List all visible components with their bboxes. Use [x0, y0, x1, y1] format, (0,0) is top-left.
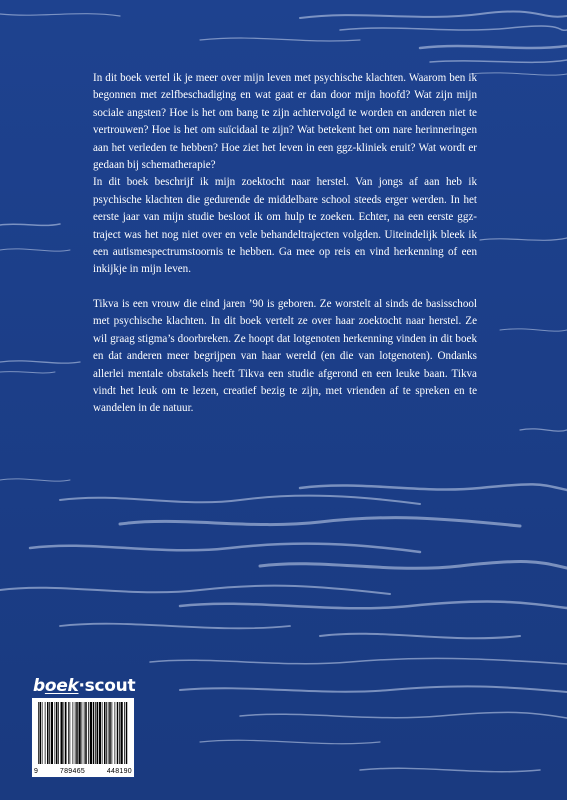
barcode-bar	[93, 702, 95, 764]
barcode-bar	[73, 702, 74, 764]
barcode-bar	[68, 702, 69, 764]
barcode-bar	[65, 702, 67, 764]
barcode-bar	[42, 702, 43, 764]
barcode-bar	[70, 702, 71, 764]
blurb-paragraph-intro: In dit boek vertel ik je meer over mijn leven met psychische klachten. Waarom ben ik begonnen met zelfbeschadiging en wat gaat er dan door mijn hoofd? Wat zijn mijn sociale angsten? Hoe is het om bang te zijn achtervolgd te worden en anderen niet te vertrouwen? Hoe is het om suïcidaal te zijn? Wat betekent het om nare herinneringen aan het verleden te hebben? Hoe ziet het leven in een ggz-kliniek eruit? Wat wordt er gedaan bij schematherapie?	[93, 72, 477, 172]
barcode-bar	[49, 702, 50, 764]
barcode-bar	[38, 702, 39, 764]
barcode-group-right: 448190	[106, 768, 132, 775]
barcode-bar	[88, 702, 89, 764]
barcode-bar	[104, 702, 106, 764]
barcode-bar	[108, 702, 109, 764]
barcode-bar	[102, 702, 103, 764]
barcode-bar	[61, 702, 63, 764]
barcode-bar	[115, 702, 116, 764]
author-bio: Tikva is een vrouw die eind jaren ’90 is geboren. Ze worstelt al sinds de basisschool met psychische klachten. In dit boek vertelt ze over haar zoektocht naar herstel. Ze wil graag stigma’s doorbreken. Ze hoopt dat lotgenoten herkenning vinden in dit boek en dat anderen meer begrijpen van haar wereld (en die van lotgenoten). Ondanks allerlei mentale obstakels heeft Tikva een studie afgerond en een leuke baan. Tikva vindt het leuk om te lezen, creatief bezig te zijn, met vrienden af te spreken en te wandelen in de natuur.	[93, 297, 477, 415]
publisher-logo-dot: ·	[78, 676, 85, 696]
barcode-bar	[99, 702, 101, 764]
barcode-bar	[55, 702, 56, 764]
barcode-bar	[64, 702, 65, 764]
barcode-bar	[45, 702, 46, 764]
barcode-bar	[97, 702, 99, 764]
barcode-bar	[95, 702, 96, 764]
publisher-logo-oek: oek	[44, 676, 79, 696]
barcode-bar	[119, 702, 120, 764]
barcode-bar	[56, 702, 58, 764]
barcode-digits	[34, 768, 132, 775]
isbn-barcode	[31, 697, 135, 778]
barcode-bar	[106, 702, 107, 764]
publisher-logo-b: b	[33, 676, 45, 696]
barcode-bar	[40, 702, 42, 764]
barcode-bar	[58, 702, 59, 764]
barcode-bar	[121, 702, 123, 764]
barcode-group-left: 789465	[59, 768, 86, 775]
barcode-bar	[51, 702, 53, 764]
barcode-bar	[76, 702, 78, 764]
barcode-bar	[75, 702, 76, 764]
barcode-bars	[37, 702, 129, 764]
barcode-bar	[84, 702, 85, 764]
barcode-bar	[79, 702, 81, 764]
barcode-bar	[124, 702, 125, 764]
back-cover-blurb	[93, 70, 477, 418]
barcode-bar	[85, 702, 87, 764]
barcode-bar	[47, 702, 49, 764]
blurb-paragraph-recovery: In dit boek beschrijf ik mijn zoektocht naar herstel. Van jongs af aan heb ik psychische klachten die gedurende de middelbare school steeds erger werden. In het eerste jaar van mijn studie besloot ik om hulp te zoeken. Echter, na een eerste ggz-traject was het nog niet over en vele behandeltrajecten volgden. Uiteindelijk bleek ik een autismespectrumstoornis te hebben. Ga mee op reis en vind herkenning of een inkijkje in mijn leven.	[93, 176, 477, 276]
publisher-logo	[33, 676, 135, 696]
barcode-bar	[126, 702, 128, 764]
barcode-digit-first: 9	[34, 768, 39, 775]
barcode-bar	[82, 702, 83, 764]
barcode-bar	[117, 702, 119, 764]
barcode-bar	[112, 702, 113, 764]
publisher-logo-scout: scout	[84, 676, 136, 696]
barcode-bar	[90, 702, 92, 764]
barcode-bar	[109, 702, 111, 764]
